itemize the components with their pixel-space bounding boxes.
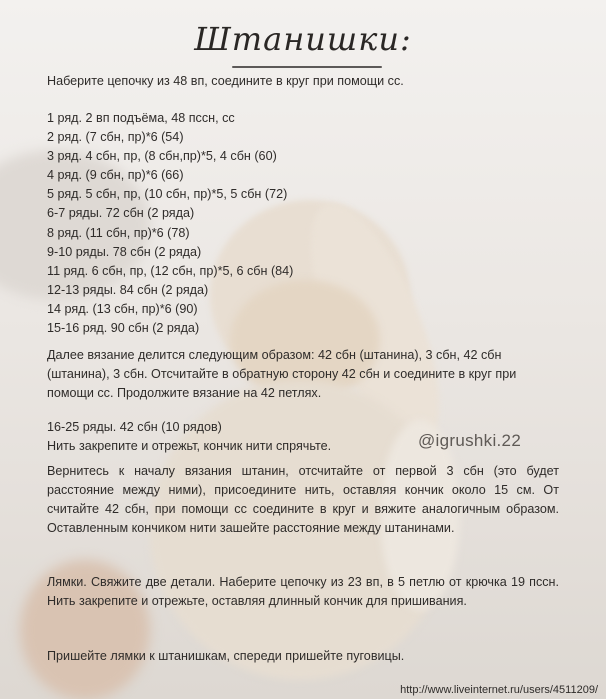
- page-title: Штанишки:: [194, 20, 412, 58]
- buttons-paragraph: Пришейте лямки к штанишкам, спереди пришейте пуговицы.: [47, 649, 405, 663]
- fasten-off-text: Нить закрепите и отрежьт, кончик нити спрячьте.: [47, 439, 332, 453]
- split-paragraph: Далее вязание делится следующим образом: 42 сбн (штанина), 3 сбн, 42 сбн (штанина), 3 сбн. Отсчитайте в обратную сторону 42 сбн и соедините в круг при помощи сс. Продолжите вязание на 42 петлях.: [47, 348, 517, 400]
- watermark: @igrushki.22: [418, 431, 522, 450]
- row-instruction: 11 ряд. 6 сбн, пр, (12 сбн, пр)*5, 6 сбн (84): [47, 263, 294, 278]
- return-paragraph: Вернитесь к началу вязания штанин, отсчитайте от первой 3 сбн (это будет расстояние между ними), присоедините нить, оставляя кончик около 15 см. От считайте 42 сбн, при помощи сс соедините в круг и вяжите аналогичным образом. Оставленным кончиком нити зашейте расстояние между штанинами.: [47, 464, 559, 535]
- row-instruction: 12-13 ряды. 84 сбн (2 ряда): [47, 282, 209, 297]
- row-instruction: 8 ряд. (11 сбн, пр)*6 (78): [47, 225, 190, 240]
- row-instructions-list: [47, 109, 293, 338]
- row-instruction: 2 ряд. (7 сбн, пр)*6 (54): [47, 130, 184, 145]
- footer-url: http://www.liveinternet.ru/users/4511209/: [400, 684, 598, 696]
- row-instruction: 6-7 ряды. 72 сбн (2 ряда): [47, 206, 195, 221]
- title-underline: [232, 66, 382, 68]
- straps-paragraph: Лямки. Свяжите две детали. Наберите цепочку из 23 вп, в 5 петлю от крючка 19 пссн. Нить закрепите и отрежьте, оставляя длинный кончик для пришивания.: [47, 575, 559, 608]
- row-instruction: 4 ряд. (9 сбн, пр)*6 (66): [47, 168, 184, 183]
- row-instruction: 1 ряд. 2 вп подъёма, 48 пссн, сс: [47, 111, 235, 125]
- row-instruction: 15-16 ряд. 90 сбн (2 ряда): [47, 321, 200, 336]
- row-instruction: 14 ряд. (13 сбн, пр)*6 (90): [47, 301, 198, 316]
- row-instruction: 3 ряд. 4 сбн, пр, (8 сбн,пр)*5, 4 сбн (60): [47, 149, 277, 164]
- rows-16-25-text: 16-25 ряды. 42 сбн (10 рядов): [47, 420, 222, 434]
- intro-text: Наберите цепочку из 48 вп, соедините в круг при помощи сс.: [47, 74, 404, 88]
- row-instruction: 5 ряд. 5 сбн, пр, (10 сбн, пр)*5, 5 сбн (72): [47, 187, 288, 202]
- row-instruction: 9-10 ряды. 78 сбн (2 ряда): [47, 244, 202, 259]
